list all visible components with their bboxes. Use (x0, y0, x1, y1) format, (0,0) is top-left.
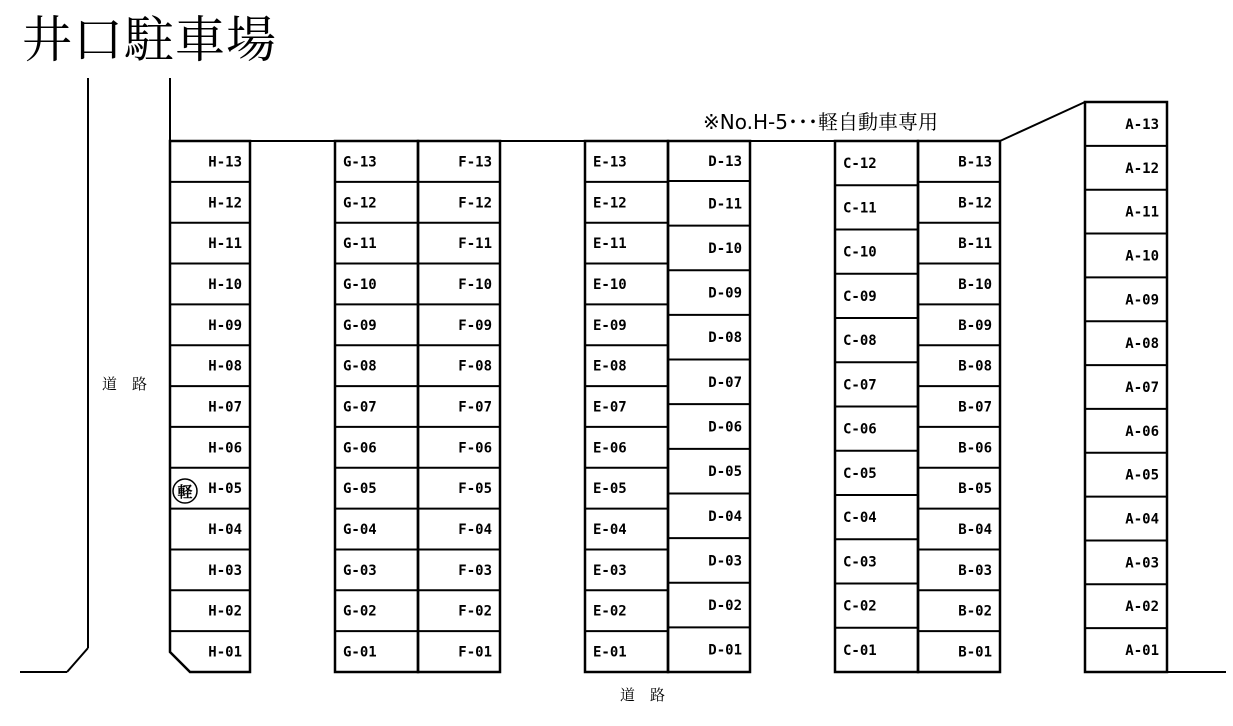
stall-g-11: G-11 (343, 236, 377, 253)
stall-d-02: D-02 (708, 598, 742, 615)
stall-d-10: D-10 (708, 240, 742, 257)
column-D (668, 141, 750, 672)
lot-top-diagonal (1000, 102, 1085, 141)
stall-g-04: G-04 (343, 522, 377, 539)
column-H (170, 141, 250, 672)
column-B (918, 141, 1000, 672)
stall-f-07: F-07 (458, 399, 492, 416)
stall-d-08: D-08 (708, 330, 742, 347)
stall-a-06: A-06 (1125, 423, 1159, 440)
stall-c-11: C-11 (843, 200, 877, 217)
stall-f-01: F-01 (458, 644, 492, 661)
stall-a-10: A-10 (1125, 248, 1159, 265)
left-road-corner (67, 648, 88, 672)
stall-b-08: B-08 (958, 358, 992, 375)
stall-f-02: F-02 (458, 603, 492, 620)
stall-c-02: C-02 (843, 598, 877, 615)
stall-d-05: D-05 (708, 464, 742, 481)
parking-stalls (170, 102, 1167, 672)
stall-d-11: D-11 (708, 196, 742, 213)
stall-h-02: H-02 (208, 603, 242, 620)
stall-e-08: E-08 (593, 358, 627, 375)
stall-h-05: H-05 (208, 481, 242, 498)
stall-c-10: C-10 (843, 244, 877, 261)
road-label-left: 道 路 (102, 375, 148, 393)
stall-d-13: D-13 (708, 154, 742, 170)
stall-g-07: G-07 (343, 399, 377, 416)
stall-h-07: H-07 (208, 399, 242, 416)
stall-h-08: H-08 (208, 358, 242, 375)
stall-e-09: E-09 (593, 317, 627, 334)
column-F (418, 141, 500, 672)
stall-c-01: C-01 (843, 642, 877, 659)
stall-g-13: G-13 (343, 154, 377, 171)
stall-f-05: F-05 (458, 481, 492, 498)
stall-g-01: G-01 (343, 644, 377, 661)
stall-g-06: G-06 (343, 440, 377, 457)
stall-f-11: F-11 (458, 236, 492, 253)
stall-g-05: G-05 (343, 481, 377, 498)
stall-c-09: C-09 (843, 288, 877, 305)
stall-g-02: G-02 (343, 603, 377, 620)
stall-c-04: C-04 (843, 510, 877, 527)
stall-g-03: G-03 (343, 562, 377, 579)
stall-e-06: E-06 (593, 440, 627, 457)
stall-b-12: B-12 (958, 195, 992, 212)
kei-car-symbol: 軽 (177, 483, 193, 501)
stall-b-07: B-07 (958, 399, 992, 416)
stall-a-08: A-08 (1125, 336, 1159, 353)
column-C (835, 141, 918, 672)
stall-a-02: A-02 (1125, 599, 1159, 616)
road-label-bottom: 道 路 (620, 686, 666, 704)
column-G (335, 141, 418, 672)
stall-f-13: F-13 (458, 154, 492, 171)
stall-b-04: B-04 (958, 522, 992, 539)
column-E (585, 141, 668, 672)
stall-e-04: E-04 (593, 522, 627, 539)
stall-f-10: F-10 (458, 276, 492, 293)
stall-f-12: F-12 (458, 195, 492, 212)
stall-c-12: C-12 (843, 156, 877, 173)
stall-f-04: F-04 (458, 522, 492, 539)
stall-b-11: B-11 (958, 236, 992, 253)
stall-a-11: A-11 (1125, 204, 1159, 221)
stall-b-01: B-01 (958, 644, 992, 661)
stall-c-06: C-06 (843, 421, 877, 438)
stall-h-13: H-13 (208, 154, 242, 171)
stall-e-11: E-11 (593, 236, 627, 253)
page-title: 井口駐車場 (22, 11, 277, 69)
stall-b-10: B-10 (958, 276, 992, 293)
stall-a-12: A-12 (1125, 160, 1159, 177)
stall-h-06: H-06 (208, 440, 242, 457)
stall-f-06: F-06 (458, 440, 492, 457)
stall-h-04: H-04 (208, 522, 242, 539)
stall-e-10: E-10 (593, 276, 627, 293)
stall-e-13: E-13 (593, 154, 627, 171)
stall-d-07: D-07 (708, 374, 742, 391)
note-text: ※No.H-5･･･軽自動車専用 (703, 110, 938, 134)
stall-c-05: C-05 (843, 465, 877, 482)
stall-a-13: A-13 (1125, 116, 1159, 133)
stall-h-03: H-03 (208, 562, 242, 579)
stall-g-10: G-10 (343, 276, 377, 293)
stall-d-06: D-06 (708, 419, 742, 436)
stall-c-03: C-03 (843, 554, 877, 571)
stall-b-13: B-13 (958, 154, 992, 171)
column-frame (668, 141, 750, 672)
stall-e-07: E-07 (593, 399, 627, 416)
stall-e-01: E-01 (593, 644, 627, 661)
stall-f-09: F-09 (458, 317, 492, 334)
stall-e-02: E-02 (593, 603, 627, 620)
stall-a-03: A-03 (1125, 555, 1159, 572)
stall-h-01: H-01 (208, 644, 242, 661)
stall-h-09: H-09 (208, 317, 242, 334)
stall-h-11: H-11 (208, 236, 242, 253)
stall-b-05: B-05 (958, 481, 992, 498)
stall-g-12: G-12 (343, 195, 377, 212)
stall-g-08: G-08 (343, 358, 377, 375)
stall-d-09: D-09 (708, 285, 742, 302)
stall-a-01: A-01 (1125, 643, 1159, 660)
stall-f-08: F-08 (458, 358, 492, 375)
stall-c-07: C-07 (843, 377, 877, 394)
stall-a-09: A-09 (1125, 292, 1159, 309)
stall-b-06: B-06 (958, 440, 992, 457)
stall-d-04: D-04 (708, 508, 742, 525)
stall-a-05: A-05 (1125, 467, 1159, 484)
stall-d-01: D-01 (708, 642, 742, 659)
kei-car-mark (173, 479, 197, 503)
stall-f-03: F-03 (458, 562, 492, 579)
column-A (1085, 102, 1167, 672)
stall-a-07: A-07 (1125, 380, 1159, 396)
stall-a-04: A-04 (1125, 511, 1159, 528)
stall-h-12: H-12 (208, 195, 242, 212)
stall-h-10: H-10 (208, 276, 242, 293)
stall-e-03: E-03 (593, 562, 627, 579)
stall-g-09: G-09 (343, 317, 377, 334)
stall-b-02: B-02 (958, 603, 992, 620)
stall-e-05: E-05 (593, 481, 627, 498)
stall-d-03: D-03 (708, 553, 742, 570)
stall-b-09: B-09 (958, 317, 992, 334)
stall-c-08: C-08 (843, 333, 877, 350)
stall-e-12: E-12 (593, 195, 627, 212)
stall-b-03: B-03 (958, 562, 992, 579)
